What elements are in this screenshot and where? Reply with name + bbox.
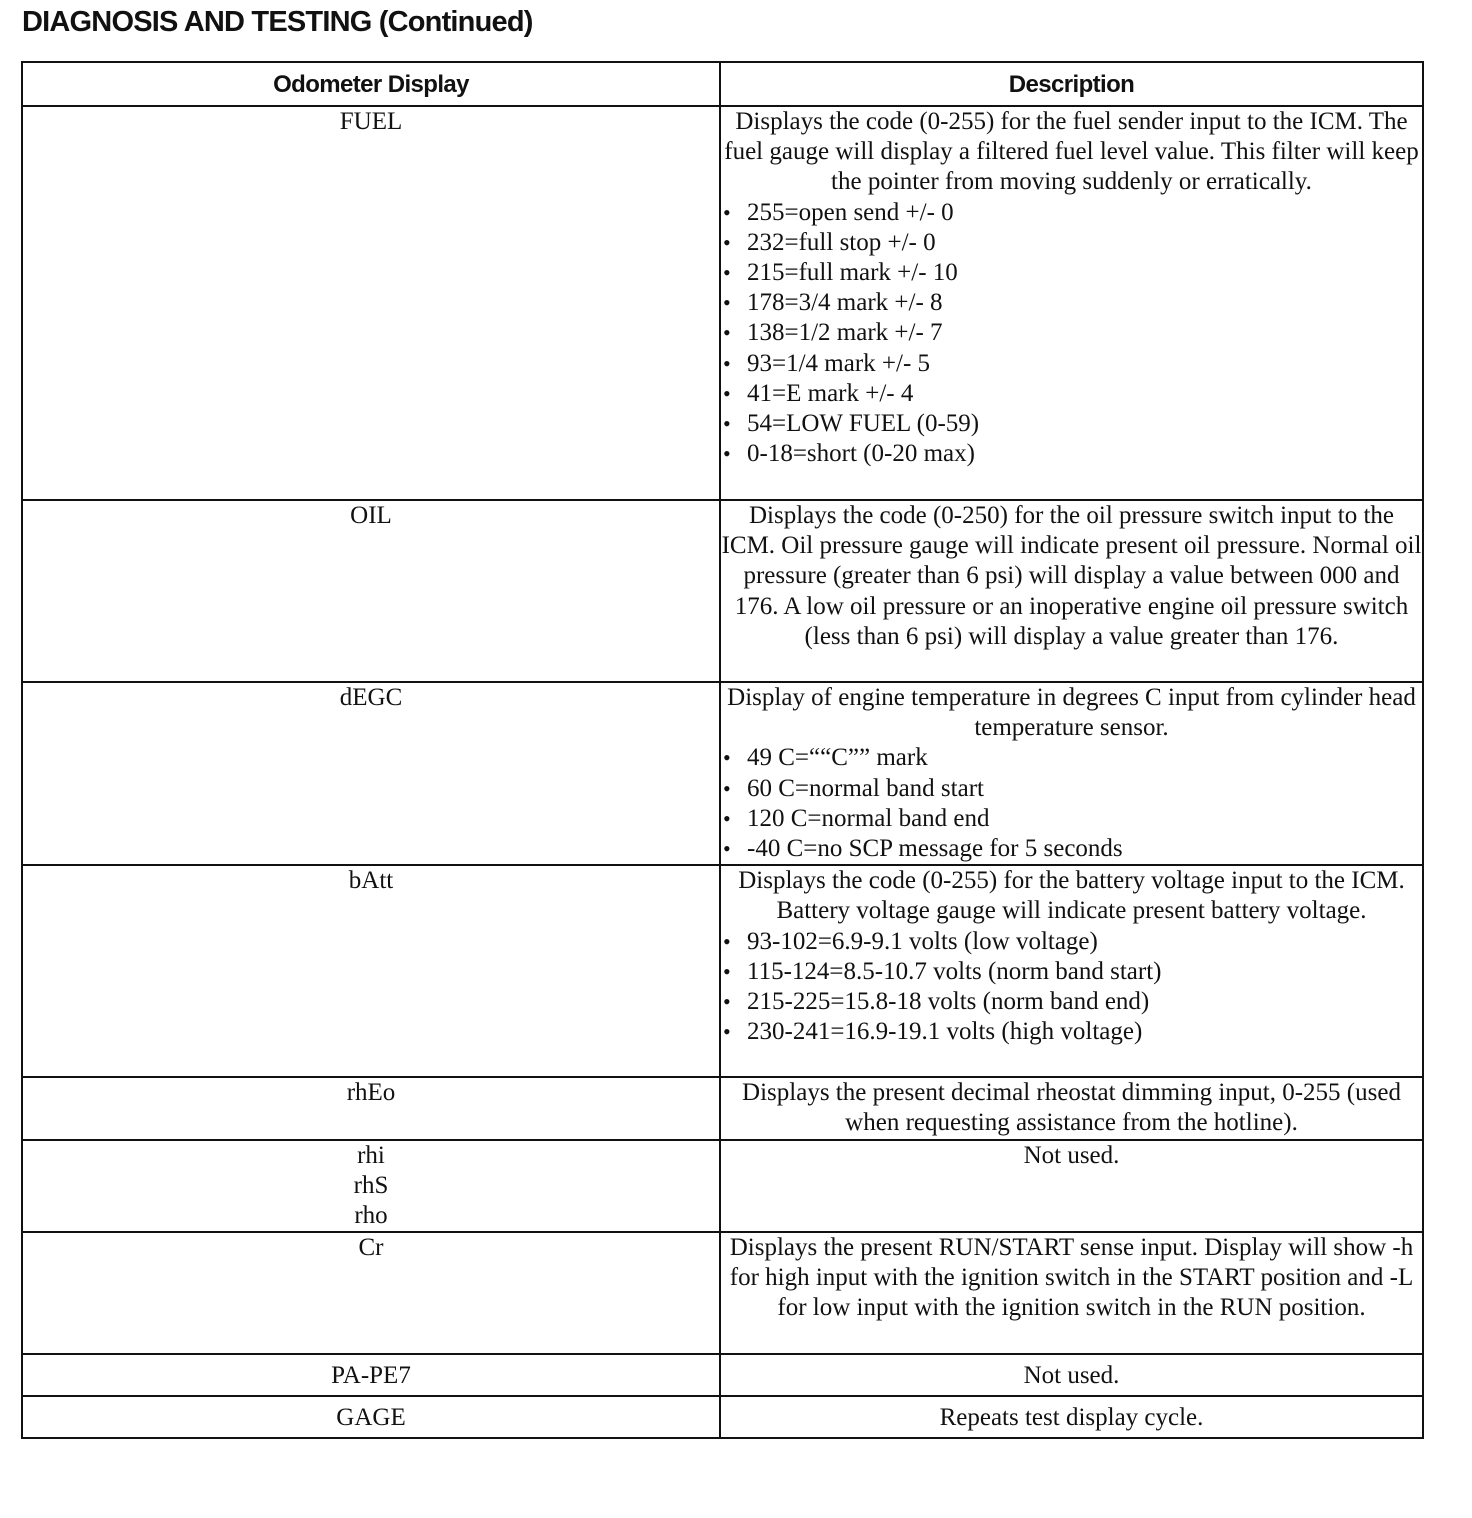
description-cell xyxy=(720,682,1423,865)
odometer-code: OIL xyxy=(350,502,392,529)
list-item: • 215-225=15.8-18 volts (norm band end) xyxy=(721,987,1422,1017)
list-item: • 0-18=short (0-20 max) xyxy=(721,439,1422,469)
table-row-fuel xyxy=(22,106,1423,500)
odometer-code: rhi xyxy=(357,1141,385,1169)
odometer-code-cell xyxy=(22,1140,720,1232)
odometer-code: dEGC xyxy=(339,684,403,711)
value-list xyxy=(721,743,1422,864)
description-cell xyxy=(720,500,1423,682)
odometer-code: rho xyxy=(354,1201,388,1229)
description-text: Displays the present RUN/START sense input. Display will show -h for high input with the ignition switch in the START position and -L for low input with the ignition switch in the RUN position. xyxy=(729,1233,1414,1322)
description-cell xyxy=(720,865,1423,1077)
description-cell xyxy=(720,1140,1423,1232)
column-header-odometer-display: Odometer Display xyxy=(22,62,720,106)
description-text: Displays the present decimal rheostat dimming input, 0-255 (used when requesting assistance from the hotline). xyxy=(742,1079,1401,1137)
odometer-code-cell xyxy=(22,1232,720,1354)
odometer-code-cell xyxy=(22,106,720,500)
table-row-degc xyxy=(22,682,1423,865)
description-cell xyxy=(720,1396,1423,1438)
value-list xyxy=(721,927,1422,1048)
list-item: • 178=3/4 mark +/- 8 xyxy=(721,288,1422,318)
list-item: • 49 C=““C”” mark xyxy=(721,743,1422,773)
list-item: • 230-241=16.9-19.1 volts (high voltage) xyxy=(721,1017,1422,1047)
list-item: • 60 C=normal band start xyxy=(721,774,1422,804)
description-text: Display of engine temperature in degrees C input from cylinder head temperature sensor. xyxy=(727,684,1416,742)
list-item: • -40 C=no SCP message for 5 seconds xyxy=(721,834,1422,864)
table-row-pa-pe7 xyxy=(22,1354,1423,1396)
value-list xyxy=(721,198,1422,470)
odometer-code: PA-PE7 xyxy=(331,1361,411,1389)
list-item: • 41=E mark +/- 4 xyxy=(721,379,1422,409)
list-item: • 120 C=normal band end xyxy=(721,804,1422,834)
table-row-gage xyxy=(22,1396,1423,1438)
odometer-code-cell xyxy=(22,500,720,682)
description-text: Displays the code (0-255) for the battery voltage input to the ICM. Battery voltage gauge will indicate present battery voltage. xyxy=(738,867,1405,925)
odometer-code-cell xyxy=(22,1354,720,1396)
table-row-oil xyxy=(22,500,1423,682)
odometer-display-table xyxy=(21,61,1424,1439)
odometer-code-cell xyxy=(22,865,720,1077)
description-text: Not used. xyxy=(1023,1141,1120,1169)
list-item: • 93=1/4 mark +/- 5 xyxy=(721,349,1422,379)
table-row-cr xyxy=(22,1232,1423,1354)
description-cell xyxy=(720,1077,1423,1139)
odometer-code: rhEo xyxy=(346,1079,396,1107)
table-row-batt xyxy=(22,865,1423,1077)
list-item: • 93-102=6.9-9.1 volts (low voltage) xyxy=(721,927,1422,957)
column-header-description: Description xyxy=(720,62,1423,106)
odometer-code: rhS xyxy=(353,1171,389,1199)
list-item: • 115-124=8.5-10.7 volts (norm band start) xyxy=(721,957,1422,987)
page-title: DIAGNOSIS AND TESTING (Continued) xyxy=(22,6,533,38)
description-text: Not used. xyxy=(1023,1361,1120,1389)
odometer-code: FUEL xyxy=(339,108,403,135)
list-item: • 138=1/2 mark +/- 7 xyxy=(721,318,1422,348)
description-text: Displays the code (0-255) for the fuel sender input to the ICM. The fuel gauge will display a filtered fuel level value. This filter will keep the pointer from moving suddenly or erratically. xyxy=(724,108,1419,196)
description-cell xyxy=(720,1232,1423,1354)
odometer-code-cell xyxy=(22,682,720,865)
description-text: Displays the code (0-250) for the oil pressure switch input to the ICM. Oil pressure gauge will indicate present oil pressure. Normal oil pressure (greater than 6 psi) will display a value between 000 and 176. A low oil pressure or an inoperative engine oil pressure switch (less than 6 psi) will display a value greater than 176. xyxy=(721,502,1422,650)
list-item: • 215=full mark +/- 10 xyxy=(721,258,1422,288)
list-item: • 54=LOW FUEL (0-59) xyxy=(721,409,1422,439)
description-cell xyxy=(720,106,1423,500)
odometer-code: bAtt xyxy=(348,867,394,895)
odometer-code: Cr xyxy=(358,1233,384,1261)
list-item: • 255=open send +/- 0 xyxy=(721,198,1422,228)
odometer-code-cell xyxy=(22,1077,720,1139)
description-text: Repeats test display cycle. xyxy=(939,1403,1204,1431)
table-header-row xyxy=(22,62,1423,106)
description-cell xyxy=(720,1354,1423,1396)
list-item: • 232=full stop +/- 0 xyxy=(721,228,1422,258)
table-row-rheo xyxy=(22,1077,1423,1139)
odometer-code: GAGE xyxy=(336,1403,406,1431)
odometer-code-cell xyxy=(22,1396,720,1438)
table-row-rhi-rhs-rho xyxy=(22,1140,1423,1232)
